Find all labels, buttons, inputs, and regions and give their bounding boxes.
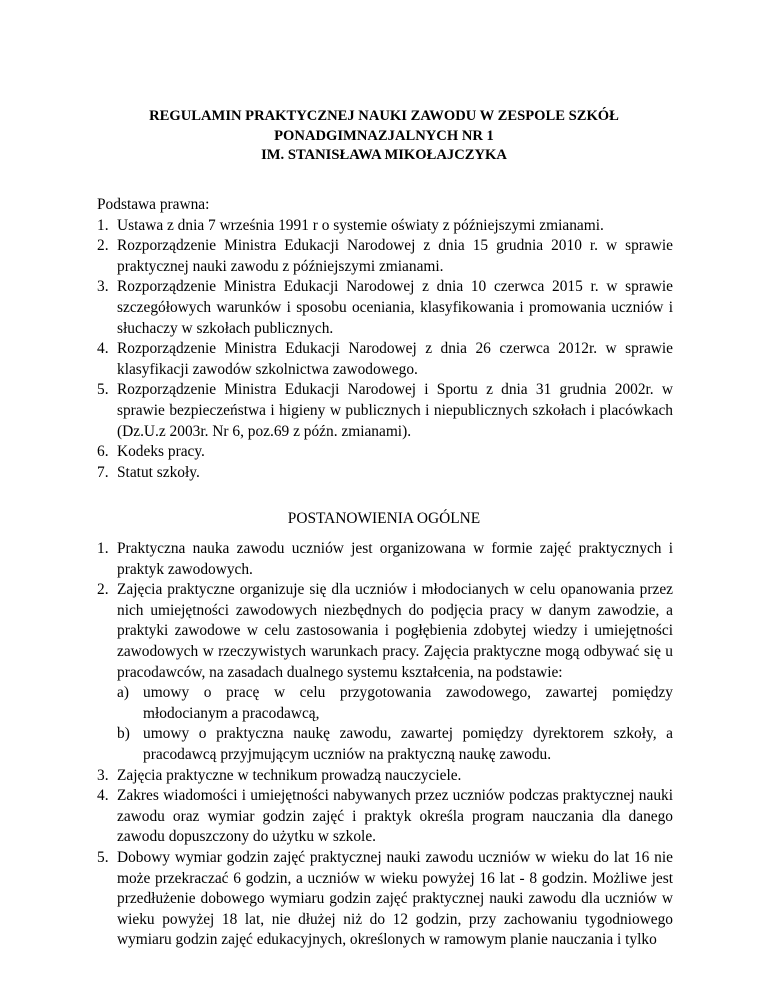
legal-basis-item (97, 380, 673, 442)
item-text: Praktyczna nauka zawodu uczniów jest organizowana w formie zajęć praktycznych i praktyk zawodowych. (117, 540, 673, 578)
item-number: 6. (97, 443, 109, 461)
provision-item (97, 580, 673, 765)
subitem-letter: b) (117, 725, 130, 743)
provision-item (97, 766, 673, 787)
item-text: Ustawa z dnia 7 września 1991 r o systemie oświaty z późniejszymi zmianami. (117, 216, 604, 234)
item-text: Statut szkoły. (117, 463, 200, 481)
title-line-1: REGULAMIN PRAKTYCZNEJ NAUKI ZAWODU W ZESPOLE SZKÓŁ (149, 108, 619, 124)
item-number: 5. (97, 381, 109, 399)
item-number: 5. (97, 848, 109, 866)
provision-subitem (117, 683, 673, 724)
provision-subitem (117, 724, 673, 765)
item-number: 4. (97, 340, 109, 358)
general-provisions-list (97, 539, 673, 951)
item-number: 7. (97, 463, 109, 481)
legal-basis-list (97, 216, 673, 484)
general-provisions-heading: POSTANOWIENIA OGÓLNE (287, 510, 481, 527)
item-text: Kodeks pracy. (117, 443, 205, 461)
item-number: 2. (97, 237, 109, 255)
item-text: Zakres wiadomości i umiejętności nabywanych przez uczniów podczas praktycznej nauki zawodu oraz wymiar godzin zajęć i praktyk określa program nauczania dla danego zawodu dopuszczony do użytku w szkole. (117, 787, 673, 846)
item-text: Rozporządzenie Ministra Edukacji Narodowej z dnia 10 czerwca 2015 r. w sprawie szczegółowych warunków i sposobu oceniania, klasyfikowania i promowania uczniów i słuchaczy w szkołach publicznych. (117, 278, 673, 337)
item-text: Rozporządzenie Ministra Edukacji Narodowej z dnia 15 grudnia 2010 r. w sprawie praktycznej nauki zawodu z późniejszymi zmianami. (117, 237, 673, 275)
legal-basis-heading: Podstawa prawna: (97, 196, 210, 213)
title-line-2: PONADGIMNAZJALNYCH NR 1 (274, 127, 494, 144)
legal-basis-item (97, 463, 673, 484)
legal-basis-item (97, 236, 673, 277)
item-number: 3. (97, 766, 109, 784)
item-number: 1. (97, 216, 109, 234)
subitem-letter: a) (117, 684, 129, 702)
item-text: Rozporządzenie Ministra Edukacji Narodowej i Sportu z dnia 31 grudnia 2002r. w sprawie bezpieczeństwa i higieny w publicznych i niepublicznych szkołach i placówkach (Dz.U.z 2003r. Nr 6, poz.69 z późn. zmianami). (117, 381, 673, 440)
item-number: 3. (97, 278, 109, 296)
subitem-text: umowy o pracę w celu przygotowania zawodowego, zawartej pomiędzy młodocianym a pracodawcą, (143, 684, 673, 722)
legal-basis-item (97, 216, 673, 237)
legal-basis-item (97, 442, 673, 463)
item-text: Zajęcia praktyczne w technikum prowadzą nauczyciele. (117, 766, 462, 784)
item-text: Rozporządzenie Ministra Edukacji Narodowej z dnia 26 czerwca 2012r. w sprawie klasyfikacji zawodów szkolnictwa zawodowego. (117, 340, 673, 378)
provision-item (97, 539, 673, 580)
provision-item (97, 786, 673, 848)
subitem-text: umowy o praktyczna naukę zawodu, zawartej pomiędzy dyrektorem szkoły, a pracodawcą przyjmującym uczniów na praktyczną naukę zawodu. (143, 725, 673, 763)
item-number: 2. (97, 581, 109, 599)
item-number: 4. (97, 787, 109, 805)
item-number: 1. (97, 540, 109, 557)
provision-item (97, 848, 673, 951)
item-text: Zajęcia praktyczne organizuje się dla uczniów i młodocianych w celu opanowania przez nich umiejętności zawodowych niezbędnych do podjęcia pracy w danym zawodzie, a praktyki zawodowe w celu zastosowania i pogłębienia zdobytej wiedzy i umiejętności zawodowych w rzeczywistych warunkach pracy. Zajęcia praktyczne mogą odbywać się u pracodawców, na zasadach dualnego systemu kształcenia, na podstawie: (117, 581, 673, 681)
legal-basis-item (97, 339, 673, 380)
legal-basis-section (97, 195, 673, 483)
title-line-3: IM. STANISŁAWA MIKOŁAJCZYKA (261, 147, 507, 163)
general-provisions-section (97, 539, 673, 951)
legal-basis-item (97, 277, 673, 339)
document-title (0, 107, 768, 166)
item-text: Dobowy wymiar godzin zajęć praktycznej nauki zawodu uczniów w wieku do lat 16 nie może przekraczać 6 godzin, a uczniów w wieku powyżej 16 lat - 8 godzin. Możliwe jest przedłużenie dobowego wymiaru godzin zajęć praktycznej nauki zawodu dla uczniów w wieku powyżej 18 lat, nie dłużej niż do 12 godzin, przy zachowaniu tygodniowego wymiaru godzin zajęć edukacyjnych, określonych w ramowym planie nauczania i tylko (117, 848, 673, 949)
